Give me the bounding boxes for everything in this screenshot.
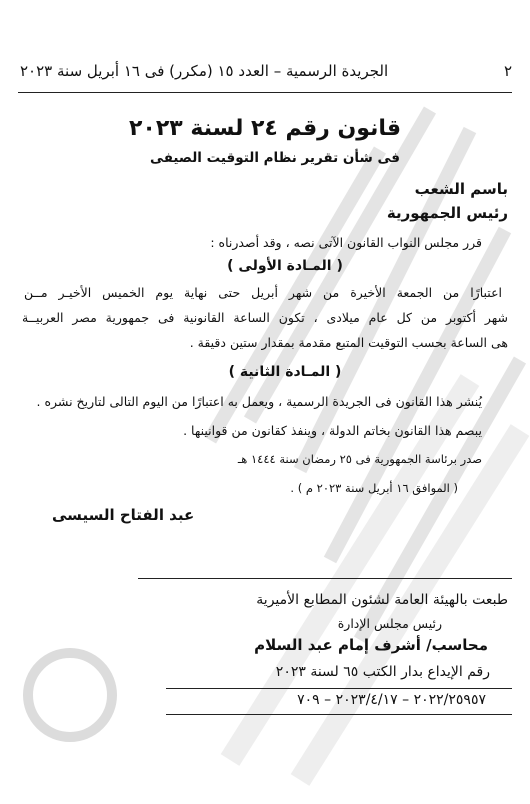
article-1-line-2: شهر أكتوبر من كل عام ميلادى ، تكون الساعة القانونية فى جمهورية مصر العربيــة <box>22 310 508 325</box>
deposit-number: رقم الإيداع بدار الكتب ٦٥ لسنة ٢٠٢٣ <box>275 664 490 680</box>
article-2-text: يُنشر هذا القانون فى الجريدة الرسمية ، ويعمل به اعتبارًا من اليوم التالى لتاريخ نشره . <box>36 394 482 409</box>
footer-code-line-bottom <box>166 714 512 715</box>
footer-divider <box>138 578 512 579</box>
article-1-line-3: هى الساعة بحسب التوقيت المتبع مقدمة بمقدار ستين دقيقة . <box>189 335 508 350</box>
footer-code-line-top <box>166 688 512 689</box>
article-1-heading: ( المـادة الأولى ) <box>227 258 343 274</box>
page-number: ٢ <box>503 62 512 80</box>
president-heading: رئيس الجمهورية <box>386 204 508 222</box>
law-title: قانون رقم ٢٤ لسنة ٢٠٢٣ <box>128 116 401 141</box>
print-code: ٢٠٢٢/٢٥٩٥٧ – ٢٠٢٣/٤/١٧ – ٧٠٩ <box>297 692 486 708</box>
issued-date: صدر برئاسة الجمهورية فى ٢٥ رمضان سنة ١٤٤٤ هـ <box>237 452 482 466</box>
in-name-of-people: باسم الشعب <box>414 180 508 198</box>
board-chair-label: رئيس مجلس الإدارة <box>337 616 442 631</box>
seal-statement: يبصم هذا القانون بخاتم الدولة ، وينفذ كقانون من قوانينها . <box>183 423 482 438</box>
printer-line: طبعت بالهيئة العامة لشئون المطابع الأميرية <box>256 592 508 608</box>
president-signature: عبد الفتاح السيسى <box>52 506 195 524</box>
chair-name: محاسب/ أشرف إمام عبد السلام <box>254 636 488 654</box>
law-subtitle: فى شأن تقرير نظام التوقيت الصيفى <box>150 150 400 166</box>
gregorian-date: ( الموافق ١٦ أبريل سنة ٢٠٢٣ م ) . <box>290 481 458 495</box>
article-1-line-1: اعتبارًا من الجمعة الأخيرة من شهر أبريل حتى نهاية يوم الخميس الأخيـر مــن <box>24 285 502 300</box>
header-divider <box>18 92 512 93</box>
gazette-issue-line: الجريدة الرسمية – العدد ١٥ (مكرر) فى ١٦ أبريل سنة ٢٠٢٣ <box>20 62 389 80</box>
article-2-heading: ( المـادة الثانية ) <box>228 364 342 380</box>
decision-text: قرر مجلس النواب القانون الآتى نصه ، وقد أصدرناه : <box>210 235 482 250</box>
